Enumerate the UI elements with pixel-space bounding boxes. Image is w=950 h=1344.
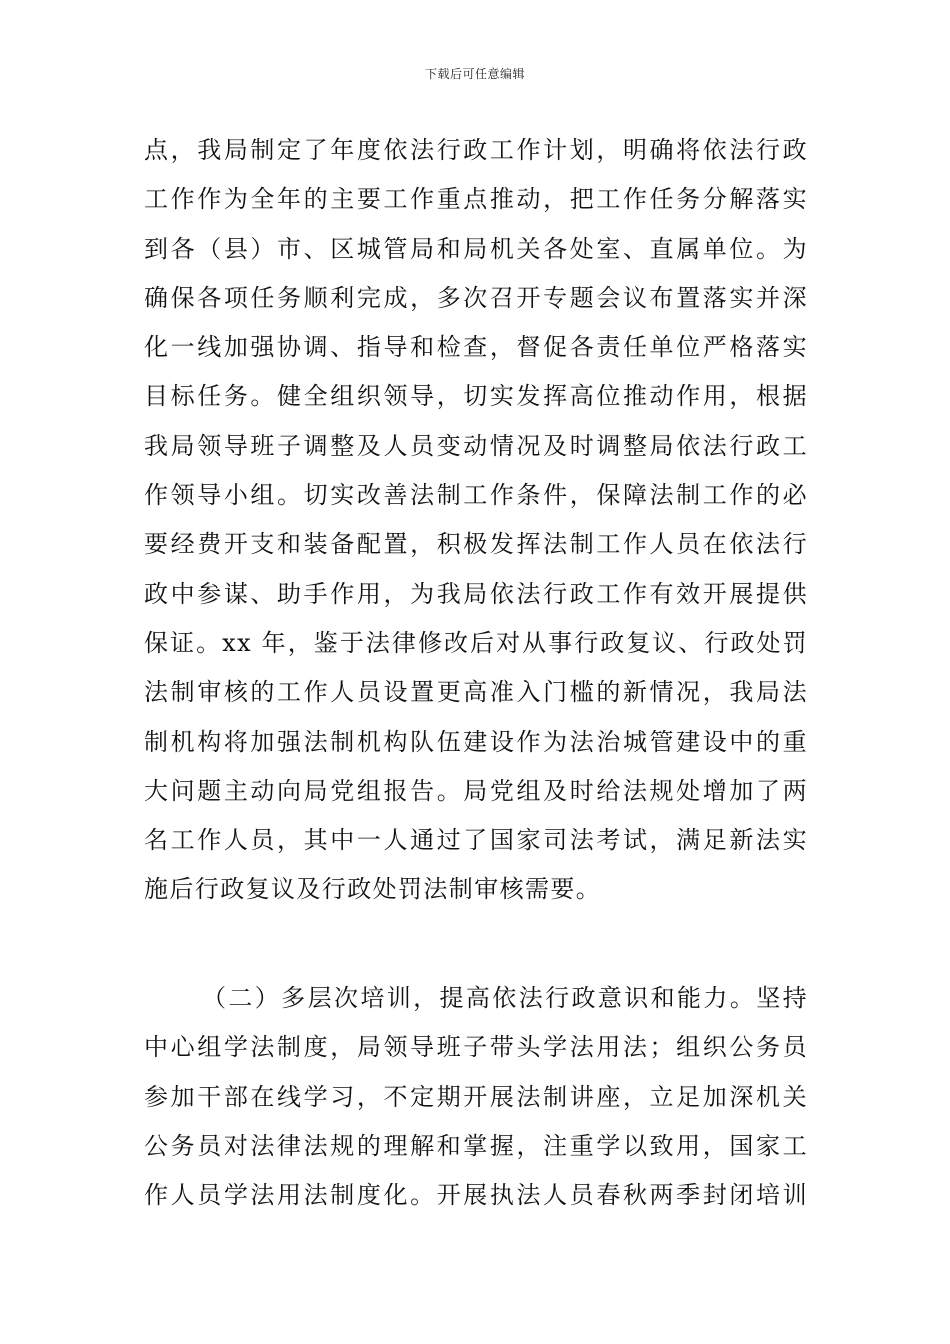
paragraph-line: 到各（县）市、区城管局和局机关各处室、直属单位。为: [144, 234, 808, 263]
paragraph-line: 制机构将加强法制机构队伍建设作为法治城管建设中的重: [144, 727, 808, 756]
paragraph-line: 点，我局制定了年度依法行政工作计划，明确将依法行政: [144, 136, 808, 164]
paragraph-line: 参加干部在线学习，不定期开展法制讲座，立足加深机关: [144, 1082, 808, 1111]
paragraph-line: 要经费开支和装备配置，积极发挥法制工作人员在依法行: [144, 530, 808, 559]
paragraph-line: 目标任务。健全组织领导，切实发挥高位推动作用，根据: [144, 382, 808, 411]
paragraph-line: 名工作人员，其中一人通过了国家司法考试，满足新法实: [144, 826, 808, 855]
paragraph-line: 政中参谋、助手作用，为我局依法行政工作有效开展提供: [144, 579, 808, 608]
paragraph-2: [144, 974, 808, 1220]
paragraph-1: [144, 126, 808, 915]
paragraph-line: 工作作为全年的主要工作重点推动，把工作任务分解落实: [144, 185, 808, 214]
paragraph-line: 大问题主动向局党组报告。局党组及时给法规处增加了两: [144, 776, 808, 805]
paragraph-line: 公务员对法律法规的理解和掌握，注重学以致用，国家工: [144, 1131, 808, 1160]
paragraph-line: 施后行政复议及行政处罚法制审核需要。: [144, 875, 602, 904]
paragraph-line: 保证。xx 年，鉴于法律修改后对从事行政复议、行政处罚: [144, 628, 808, 657]
paragraph-line: 法制审核的工作人员设置更高准入门槛的新情况，我局法: [144, 678, 808, 707]
paragraph-line: 作领导小组。切实改善法制工作条件，保障法制工作的必: [144, 481, 808, 510]
paragraph-line: 化一线加强协调、指导和检查，督促各责任单位严格落实: [144, 333, 808, 362]
header-note: 下载后可任意编辑: [424, 67, 525, 81]
paragraph-line: 我局领导班子调整及人员变动情况及时调整局依法行政工: [144, 431, 808, 460]
paragraph-line: （二）多层次培训，提高依法行政意识和能力。坚持: [202, 984, 808, 1012]
paragraph-line: 中心组学法制度，局领导班子带头学法用法；组织公务员: [144, 1033, 808, 1062]
paragraph-line: 确保各项任务顺利完成，多次召开专题会议布置落实并深: [144, 283, 808, 312]
paragraph-line: 作人员学法用法制度化。开展执法人员春秋两季封闭培训: [144, 1181, 808, 1210]
